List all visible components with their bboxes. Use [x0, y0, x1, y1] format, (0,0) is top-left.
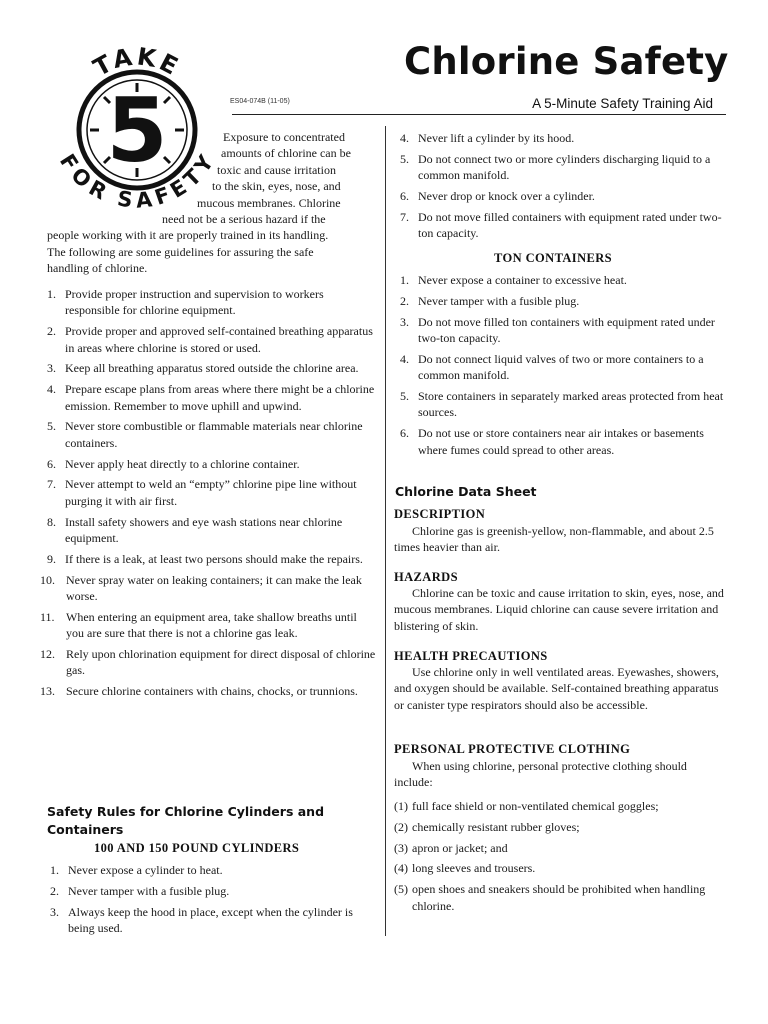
intro-line: The following are some guidelines for assuring the safe	[47, 244, 314, 259]
ppe-list	[394, 798, 734, 918]
cylinder-rules-list-continued	[400, 130, 730, 246]
column-divider	[385, 126, 386, 936]
list-item: (4) long sleeves and trousers.	[394, 861, 536, 876]
intro-line: mucous membranes. Chlorine	[197, 195, 341, 210]
cylinders-section-heading: Safety Rules for Chlorine Cylinders and Containers	[47, 804, 325, 837]
health-precautions-text: Use chlorine only in well ventilated areas. Eyewashes, showers, and oxygen should be available. Self-contained breathing apparatus or canister type respirators should also be accessible.	[394, 665, 719, 712]
list-item: 10. Never spray water on leaking containers; it can make the leak worse.	[40, 572, 362, 604]
intro-line: toxic and cause irritation	[217, 162, 336, 177]
list-item: 5. Never store combustible or flammable materials near chlorine containers.	[47, 419, 363, 450]
document-code: ES04-074B (11-05)	[230, 98, 290, 105]
logo-for-safety-text: FOR SAFETY	[54, 149, 220, 213]
intro-line: amounts of chlorine can be	[221, 146, 351, 161]
logo-number: 5	[106, 79, 168, 182]
header-rule	[232, 114, 726, 115]
page-title: Chlorine Safety	[404, 40, 729, 83]
list-item: 3. Keep all breathing apparatus stored outside the chlorine area.	[47, 361, 359, 376]
list-item: 2. Never tamper with a fusible plug.	[400, 293, 580, 308]
list-item: 6. Never drop or knock over a cylinder.	[400, 189, 595, 203]
cylinders-subheading: 100 AND 150 POUND CYLINDERS	[94, 841, 300, 855]
list-item: 7. Do not move filled containers with equipment rated under two-ton capacity.	[400, 209, 722, 241]
list-item: 1. Never expose a cylinder to heat.	[50, 863, 223, 877]
list-item: 11. When entering an equipment area, take shallow breaths until you are sure that there is not a chlorine gas leak.	[40, 609, 357, 641]
health-precautions-heading: HEALTH PRECAUTIONS	[394, 649, 548, 663]
list-item: 7. Never attempt to weld an “empty” chlorine pipe line without purging it with air first.	[47, 477, 357, 508]
ton-containers-subheading: TON CONTAINERS	[494, 251, 613, 265]
list-item: (2) chemically resistant rubber gloves;	[394, 819, 580, 834]
list-item: 1. Provide proper instruction and supervision to workers responsible for chlorine equipment.	[47, 287, 324, 318]
list-item: 4. Do not connect liquid valves of two or more containers to a common manifold.	[400, 351, 704, 383]
list-item: 2. Provide proper and approved self-contained breathing apparatus in areas where chlorine is stored or used.	[47, 324, 373, 355]
intro-line: Exposure to concentrated	[223, 130, 345, 144]
list-item: 2. Never tamper with a fusible plug.	[50, 883, 230, 898]
intro-line: need not be a serious hazard if the	[162, 212, 326, 227]
intro-line: to the skin, eyes, nose, and	[212, 179, 341, 194]
list-item: 6. Never apply heat directly to a chlorine container.	[47, 456, 300, 471]
hazards-text: Chlorine can be toxic and cause irritation to skin, eyes, nose, and mucous membranes. Liquid chlorine can cause severe irritation and blistering of skin.	[394, 586, 724, 633]
hazards-heading: HAZARDS	[394, 570, 458, 584]
intro-line: handling of chlorine.	[47, 261, 148, 276]
guidelines-list	[40, 286, 377, 704]
logo-take-text: TAKE	[88, 42, 185, 83]
intro-paragraph	[47, 129, 377, 277]
ppe-intro-text: When using chlorine, personal protective clothing should include:	[394, 759, 687, 790]
list-item: 6. Do not use or store containers near air intakes or basements where fumes could spread to other areas.	[400, 426, 704, 457]
list-item: 3. Always keep the hood in place, except when the cylinder is being used.	[50, 904, 353, 935]
list-item: 8. Install safety showers and eye wash stations near chlorine equipment.	[47, 514, 343, 546]
cylinder-rules-list	[50, 862, 380, 941]
intro-line: people working with it are properly trained in its handling.	[47, 228, 329, 243]
list-item: (5) open shoes and sneakers should be prohibited when handling chlorine.	[394, 882, 706, 913]
data-sheet-heading: Chlorine Data Sheet	[395, 484, 537, 499]
list-item: 5. Do not connect two or more cylinders discharging liquid to a common manifold.	[400, 151, 711, 183]
ton-containers-list	[400, 272, 730, 462]
list-item: 13. Secure chlorine containers with chains, chocks, or trunnions.	[40, 684, 358, 699]
description-text: Chlorine gas is greenish-yellow, non-flammable, and about 2.5 times heavier than air.	[394, 524, 714, 555]
list-item: (1) full face shield or non-ventilated chemical goggles;	[394, 799, 659, 813]
ppe-heading: PERSONAL PROTECTIVE CLOTHING	[394, 742, 631, 756]
list-item: 12. Rely upon chlorination equipment for direct disposal of chlorine gas.	[40, 647, 376, 678]
page-subtitle: A 5-Minute Safety Training Aid	[532, 96, 713, 111]
list-item: (3) apron or jacket; and	[394, 840, 508, 855]
list-item: 9. If there is a leak, at least two persons should make the repairs.	[47, 551, 363, 566]
list-item: 1. Never expose a container to excessive heat.	[400, 273, 627, 287]
list-item: 4. Prepare escape plans from areas where there might be a chlorine emission. Remember to move uphill and upwind.	[47, 382, 375, 413]
description-heading: DESCRIPTION	[394, 507, 486, 521]
list-item: 4. Never lift a cylinder by its hood.	[400, 131, 575, 145]
list-item: 5. Store containers in separately marked areas protected from heat sources.	[400, 389, 724, 420]
list-item: 3. Do not move filled ton containers with equipment rated under two-ton capacity.	[400, 314, 715, 345]
